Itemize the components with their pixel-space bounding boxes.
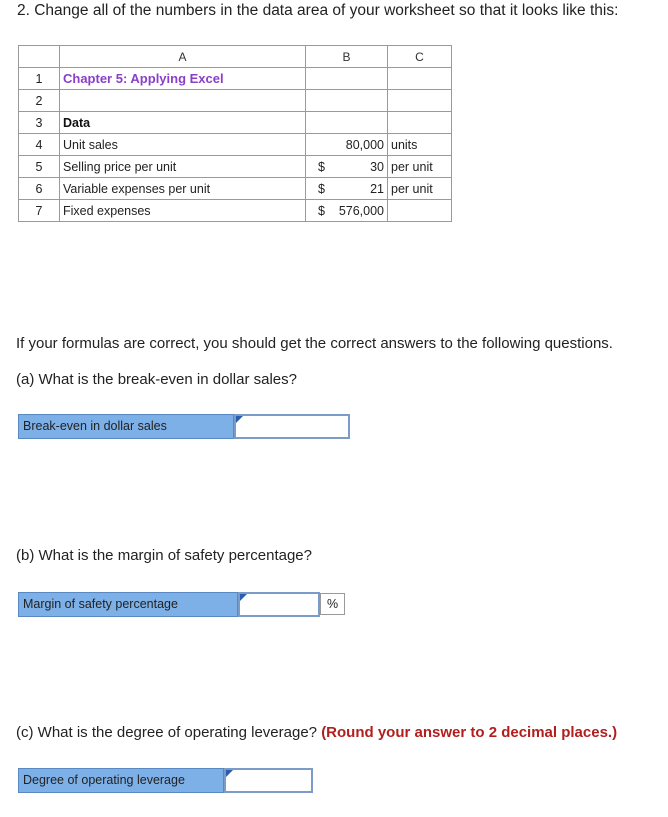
answer-row-b xyxy=(18,592,345,617)
row-number: 5 xyxy=(19,156,60,178)
break-even-label: Break-even in dollar sales xyxy=(18,414,234,439)
cell-b1 xyxy=(306,68,388,90)
question-c xyxy=(16,724,617,741)
currency-symbol: $ xyxy=(318,181,325,196)
break-even-input[interactable] xyxy=(234,414,350,439)
row-number: 6 xyxy=(19,178,60,200)
column-header-c: C xyxy=(388,46,452,68)
margin-of-safety-label: Margin of safety percentage xyxy=(18,592,238,617)
cell-value: 21 xyxy=(370,181,384,196)
cell-a3: Data xyxy=(60,112,306,134)
cell-c6: per unit xyxy=(388,178,452,200)
margin-of-safety-input[interactable] xyxy=(238,592,320,617)
table-row xyxy=(19,68,452,90)
cell-value: 30 xyxy=(370,159,384,174)
cell-a6: Variable expenses per unit xyxy=(60,178,306,200)
answer-row-a xyxy=(18,414,350,439)
rounding-note: (Round your answer to 2 decimal places.) xyxy=(321,724,618,741)
operating-leverage-label: Degree of operating leverage xyxy=(18,768,224,793)
cell-c3 xyxy=(388,112,452,134)
row-number: 4 xyxy=(19,134,60,156)
table-row xyxy=(19,200,452,222)
cell-value: 80,000 xyxy=(345,137,384,152)
operating-leverage-input[interactable] xyxy=(224,768,313,793)
cell-b2 xyxy=(306,90,388,112)
row-number: 1 xyxy=(19,68,60,90)
spreadsheet xyxy=(18,45,452,222)
cell-c1 xyxy=(388,68,452,90)
cell-c7 xyxy=(388,200,452,222)
column-header-b: B xyxy=(306,46,388,68)
question-a: (a) What is the break-even in dollar sales? xyxy=(16,371,297,388)
row-number: 3 xyxy=(19,112,60,134)
cell-b7 xyxy=(306,200,388,222)
table-row xyxy=(19,178,452,200)
corner-cell xyxy=(19,46,60,68)
question-b: (b) What is the margin of safety percentage? xyxy=(16,547,312,564)
instruction-heading: 2. Change all of the numbers in the data area of your worksheet so that it looks like this: xyxy=(17,2,619,19)
cell-marker-icon xyxy=(240,594,247,601)
cell-a4: Unit sales xyxy=(60,134,306,156)
cell-b3 xyxy=(306,112,388,134)
currency-symbol: $ xyxy=(318,159,325,174)
percent-unit: % xyxy=(320,593,345,615)
cell-c2 xyxy=(388,90,452,112)
cell-a5: Selling price per unit xyxy=(60,156,306,178)
cell-marker-icon xyxy=(226,770,233,777)
table-row xyxy=(19,112,452,134)
answer-row-c xyxy=(18,768,313,793)
intro-text: If your formulas are correct, you should get the correct answers to the following questions. xyxy=(16,335,613,352)
row-number: 7 xyxy=(19,200,60,222)
column-header-a: A xyxy=(60,46,306,68)
question-c-text: (c) What is the degree of operating leverage? xyxy=(16,724,318,741)
row-number: 2 xyxy=(19,90,60,112)
cell-b6 xyxy=(306,178,388,200)
cell-c4: units xyxy=(388,134,452,156)
sheet-title-cell: Chapter 5: Applying Excel xyxy=(60,68,306,90)
cell-b5 xyxy=(306,156,388,178)
cell-a7: Fixed expenses xyxy=(60,200,306,222)
cell-b4 xyxy=(306,134,388,156)
column-header-row xyxy=(19,46,452,68)
table-row xyxy=(19,134,452,156)
currency-symbol: $ xyxy=(318,203,325,218)
table-row xyxy=(19,156,452,178)
cell-c5: per unit xyxy=(388,156,452,178)
cell-a2 xyxy=(60,90,306,112)
cell-value: 576,000 xyxy=(338,203,384,218)
cell-marker-icon xyxy=(236,416,243,423)
table-row xyxy=(19,90,452,112)
